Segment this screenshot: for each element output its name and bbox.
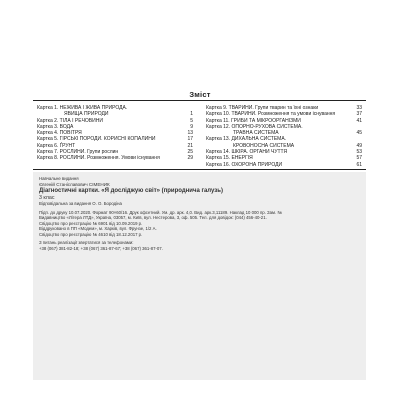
toc-entry-label: Картка 12. ОПОРНО-РУХОВА СИСТЕМА. [206, 123, 303, 130]
toc-entry-label: Картка 1. НЕЖИВА І ЖИВА ПРИРОДА. [37, 105, 128, 111]
print-info-line: Свідоцтво про реєстрацію № 4610 від 18.12.2017 р. [39, 231, 143, 237]
toc-entry-label: Картка 14. ШКІРА. ОРГАНИ ЧУТТЯ [206, 149, 288, 156]
print-info-line: Видавництво «Літера ЛТД», Україна, 03057, м. Київ, вул. Нестерова, 3, оф. 505. Тел. для довідок: (044) 456-40-21. [39, 215, 267, 220]
responsible-editor: Відповідальна за видання О. О. Бородіна [39, 201, 122, 206]
toc-entry-label: Картка 16. ОХОРОНА ПРИРОДИ [206, 161, 283, 168]
toc-entry-page: 21 [187, 142, 193, 149]
toc-entry-page: 53 [356, 149, 362, 156]
toc-entry-label: Картка 15. ЕНЕРГІЯ [206, 155, 253, 162]
toc-entry-label: Картка 9. ТВАРИНИ. Групи тварин та їхні ознаки [206, 105, 319, 111]
contacts-heading: З питань реалізації звертатися за телефонами: [39, 240, 134, 245]
toc-entry-label: ТРАВНА СИСТЕМА [233, 130, 279, 137]
toc-right-column [206, 105, 362, 168]
toc-entry [206, 162, 362, 168]
toc-entry-page: 1 [190, 111, 193, 118]
toc-entry-page: 61 [356, 161, 362, 168]
toc-entry-label: Картка 8. РОСЛИНИ. Розмноження. Умови існування [37, 155, 160, 162]
toc-entry-label: ЯВИЩА ПРИРОДИ [64, 111, 109, 118]
toc-entry-label: Картка 4. ПОВІТРЯ [37, 130, 82, 137]
toc-entry-label: Картка 11. ГРИБИ ТА МІКРООРГАНІЗМИ [206, 117, 301, 124]
toc-entry-label: Картка 3. ВОДА [37, 123, 74, 130]
imprint-block [33, 172, 366, 380]
author-name: Євгеній Станіславович СІМЕНИК [39, 181, 110, 187]
toc-entry-page: 41 [356, 117, 362, 124]
toc-left-column [37, 105, 193, 162]
table-of-contents [33, 100, 366, 170]
toc-entry-label: КРОВОНОСНА СИСТЕМА [233, 142, 295, 149]
toc-entry-page: 5 [190, 117, 193, 124]
toc-entry-page: 49 [356, 142, 362, 149]
toc-entry-page: 29 [187, 155, 193, 162]
print-info-line: Свідоцтво про реєстрацію № 6901 від 10.09.2019 р. [39, 220, 143, 226]
contact-phones: +38 (067) 381-82-18; +38 (067) 361-87-67; +38 (067) 361-87-07. [39, 245, 163, 251]
toc-entry-page: 57 [356, 155, 362, 162]
toc-entry-label: Картка 6. ҐРУНТ [37, 142, 76, 149]
toc-entry-page: 13 [187, 130, 193, 137]
toc-entry-page: 25 [187, 149, 193, 156]
edition-type: Навчальне видання [39, 176, 79, 181]
toc-title: Зміст [189, 90, 211, 99]
print-info-line: Підп. до друку 10.07.2020. Формат 90×60/16. Друк офсетний. Ум. др. арк. 4,0. Вид. арк.3,11189. Наклад 10 000 пр. Зам. № [39, 209, 282, 215]
toc-entry-page: 37 [356, 111, 362, 118]
toc-entry-label: Картка 13. ДИХАЛЬНА СИСТЕМА. [206, 136, 287, 143]
print-info-line: Віддруковано в ПП «Модем», м. Харків, вул. Фрунзе, 1/2 А. [39, 226, 157, 231]
toc-entry-label: Картка 2. ТІЛА І РЕЧОВИНИ [37, 117, 103, 124]
toc-entry-label: Картка 7. РОСЛИНИ. Групи рослин [37, 149, 119, 156]
toc-entry [37, 155, 193, 161]
toc-entry-page: 45 [356, 130, 362, 137]
toc-entry-page: 17 [187, 136, 193, 143]
toc-entry-page: 9 [190, 123, 193, 130]
book-title: Діагностичні картки. «Я досліджую світ» (природнича галузь) [39, 187, 223, 194]
toc-entry-page: 33 [356, 105, 362, 111]
toc-entry-label: Картка 5. ГІРСЬКІ ПОРОДИ. КОРИСНІ КОПАЛИНИ [37, 136, 156, 143]
grade-label: 3 клас [39, 194, 55, 201]
toc-entry-label: Картка 10. ТВАРИНИ. Розмноження та умови існування [206, 111, 336, 118]
